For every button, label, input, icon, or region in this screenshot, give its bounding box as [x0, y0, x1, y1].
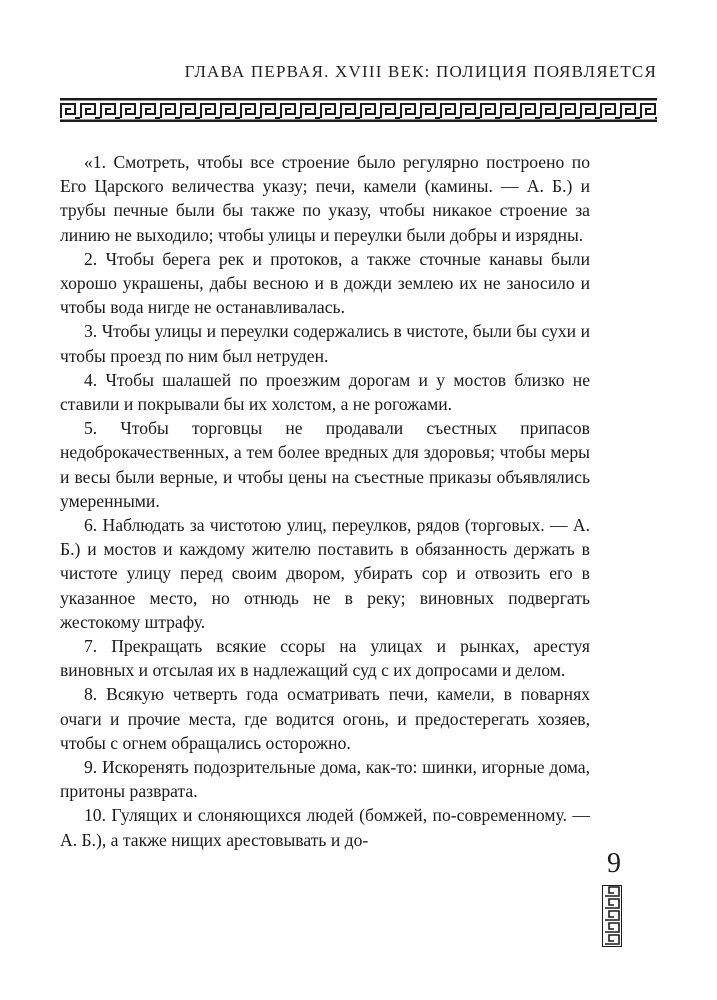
paragraph-5: 5. Чтобы торговцы не продавали съестных припасов недоброкачественных, а тем более вредных для здоровья; чтобы меры и весы были верные, и чтобы цены на съестные приказы объявлялись умеренными.: [60, 418, 590, 511]
page-number: 9: [607, 848, 621, 879]
greek-key-band-icon: [60, 98, 657, 122]
paragraph-1: «1. Смотреть, чтобы все строение было регулярно построено по Его Царского величества указу; печи, камели (камины. — А. Б.) и трубы печные были бы также по указу, чтобы никакое строение за линию не выходило; чтобы улицы и переулки были добры и изрядны.: [60, 152, 590, 245]
paragraph-2: 2. Чтобы берега рек и протоков, а также сточные канавы были хорошо украшены, дабы весною и в дожди землею их не заносило и чтобы вода нигде не останавливалась.: [60, 248, 590, 318]
paragraph-3: 3. Чтобы улицы и переулки содержались в чистоте, были бы сухи и чтобы проезд по ним был нетруден.: [60, 321, 590, 366]
paragraph-6: 6. Наблюдать за чистотою улиц, переулков, рядов (торговых. — А. Б.) и мостов и каждому жителю поставить в обязанность держать в чистоте улицу перед своим двором, убирать сор и отвозить его в указанное место, но отнюдь не в реку; виновных подвергать жестокому штрафу.: [60, 515, 590, 632]
paragraph-10: 10. Гулящих и слоняющихся людей (бомжей, по-современному. — А. Б.), а также нищих арестовывать и до-: [60, 805, 590, 850]
paragraph-8: 8. Всякую четверть года осматривать печи, камели, в поварнях очаги и прочие места, где водится огонь, и предостерегать хозяев, чтобы с огнем обращались осторожно.: [60, 684, 590, 753]
running-title: ГЛАВА ПЕРВАЯ. XVIII ВЕК: ПОЛИЦИЯ ПОЯВЛЯЕТСЯ: [184, 62, 657, 81]
body-text: [60, 150, 590, 852]
paragraph-4: 4. Чтобы шалашей по проезжим дорогам и у мостов близко не ставили и покрывали бы их холстом, а не рогожами.: [60, 369, 590, 415]
greek-key-strip-icon: [602, 885, 622, 947]
paragraph-7: 7. Прекращать всякие ссоры на улицах и рынках, арестуя виновных и отсылая их в надлежащий суд с их допросами и делом.: [60, 636, 590, 681]
paragraph-9: 9. Искоренять подозрительные дома, как-то: шинки, игорные дома, притоны разврата.: [60, 757, 590, 802]
